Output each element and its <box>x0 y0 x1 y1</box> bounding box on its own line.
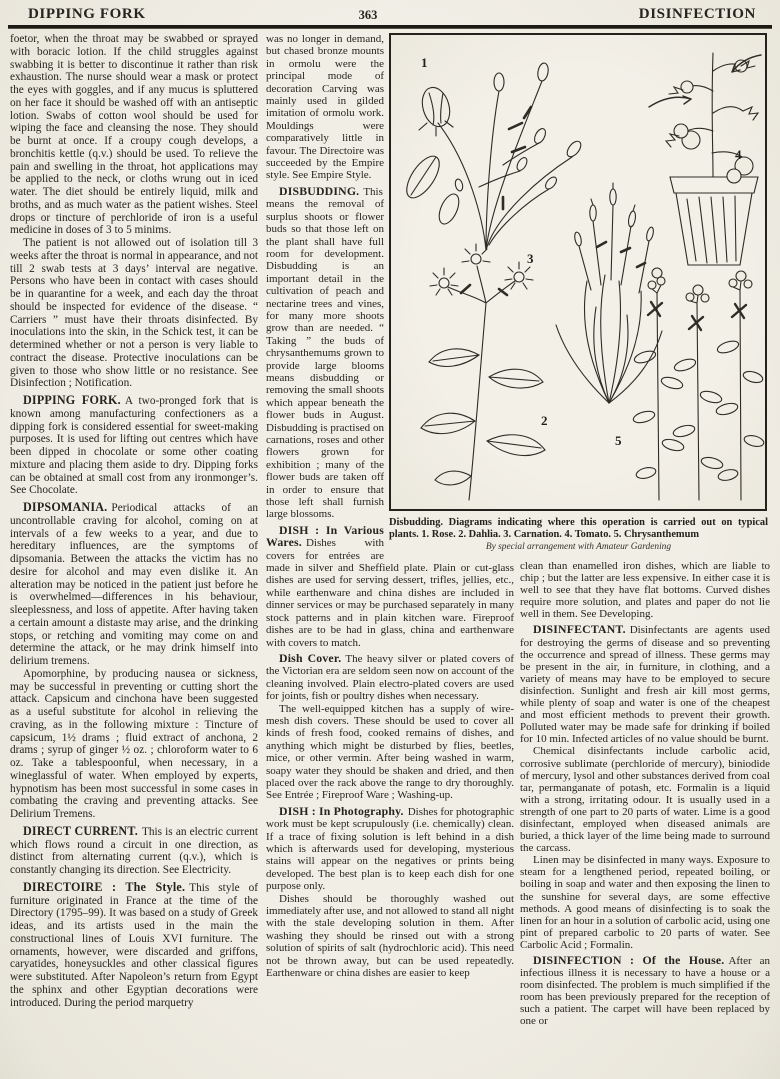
paragraph-text: The patient is not allowed out of isolation till 3 weeks after the throat is normal in appearance, and not till 2 swab tests at 3 days’ interval are negative. Persons who have been in contact with cases should be in quarantine for a week, and each day the throat should be inspected for evidence of the disease. “ Carriers ” must have their throats disinfected. By inoculations into the skin, in the Schick test, it can be determined whether or not a person is very liable to contract the disease. Protective inoculations can be given to those who show little or no resistance. See Disinfection ; Notification. <box>10 237 258 390</box>
paragraph-text: foetor, when the throat may be swabbed or sprayed with boracic lotion. If the child struggles against swabbing it is better to discontinue it rather than risk exhaustion. The nurse should wear a mask or protect the eyes with goggles, and if any mucus is spluttered on her face it should be washed off with an antiseptic lotion. Swabs of cotton wool should be used for wiping the face and cleansing the nose. They should be burnt at once. If a croupy cough develops, a bronchitis kettle (q.v.) should be used. To relieve the pain and swelling in the throat, hot applications may be applied to the neck, or cloths wrung out in iced water. The diet should be entirely liquid, milk and broths, and as much water as the patient wishes. Steel drops or tincture of perchloride of iron is a useful medicine in doses of 3 to 5 minims. <box>10 33 258 237</box>
article-dipping-fork <box>10 394 258 497</box>
article-dipsomania <box>10 501 258 668</box>
article-direct-current <box>10 825 258 877</box>
figure-label-3: 3 <box>527 251 534 266</box>
article-dish-cover <box>266 653 514 703</box>
article-disinfection-house <box>520 955 770 1028</box>
article-directoire <box>10 881 258 1010</box>
figure-label-2: 2 <box>541 413 548 428</box>
figure-caption: Disbudding. Diagrams indicating where this operation is carried out on typical plants. 1. Rose. 2. Dahlia. 3. Carnation. 4. Tomato. 5. Chrysanthemum <box>389 517 768 540</box>
paragraph-text: This means the removal of surplus shoots or flower buds so that those left on the plant shall have full room for development. Disbudding is an important detail in the cultivation of peach and nectarine trees and vines, for many more shoots grow than are needed. “ Taking ” the buds of chrysanthemums grown to provide large blooms means disbudding or removing the small shoots which appear beneath the flower buds in August. Disbudding is practised on carnations, roses and other flowers grown for exhibition ; many of the flower buds are taken off in order to ensure that those left shall furnish large blossoms. <box>266 185 384 521</box>
paragraph-text: Chemical disinfectants include carbolic acid, corrosive sublimate (perchloride of mercury), biniodide of mercury, lysol and other substances derived from coal tar, permanganate of potash, etc. Formalin is a liquid with a strong, irritating odour. It is usually used in a strength of one part to 20 parts of water. Lime is a good disinfectant, employed when diseased animals are buried, a thick layer of the lime being made to surround the carcass. <box>520 745 770 855</box>
paragraph-dish-photography-cont <box>520 560 770 620</box>
header-rule <box>8 25 772 29</box>
dahlia-sketch <box>421 244 545 500</box>
running-head-left: DIPPING FORK <box>28 6 146 22</box>
paragraph-text: This style of furniture originated in France at the time of the Directory (1795–99). It was based on a study of Greek ideas, and its artists used in the main the constructional lines of Louis XVI furniture. The ornaments, however, were discarded and griffons, caryatides, honeysuckles and other classical figures were substituted. After Napoleon’s return from Egypt the sphinx and other Egyptian decorations were introduced. During the period marquetry <box>10 881 259 1009</box>
tomato-sketch <box>649 53 761 265</box>
paragraph-apomorphine <box>10 668 258 821</box>
paragraph-diphtheria-cont <box>10 33 258 237</box>
figure-label-4: 4 <box>735 147 742 162</box>
chrysanthemum-sketch <box>632 268 765 500</box>
paragraph-text: Linen may be disinfected in many ways. Exposure to steam for a lengthened period, repeated boiling, or boiling in soap and water and then exposing the linen to the sunshine for several days, are some effective methods. A good means of disinfecting is to soak the linen for an hour in a solution of carbolic acid, using one pint of prepared carbolic to 20 parts of water. See Carbolic Acid ; Formalin. <box>520 854 770 951</box>
figure-credit: By special arrangement with Amateur Gardening <box>485 542 672 552</box>
carnation-sketch <box>556 183 662 403</box>
page-header <box>0 4 780 24</box>
headword: DIRECTOIRE : The Style. <box>23 879 186 894</box>
paragraph-text: After an infectious illness it is necessary to have a house or a room disinfected. The problem is much simplified if the room has been previously prepared for the reception of such a patient. The carpet will have been replaced by one or <box>520 955 770 1028</box>
headword: DISH : In Photography. <box>279 804 404 818</box>
paragraph-text: Disinfectants are agents used for destroying the germs of disease and so preventing the occurrence and spread of illness. These germs may be present in the air, in furniture, in clothing, and a variety of means may have to be employed to secure disinfection. Sunlight and fresh air kill most germs, while plenty of soap and water is one of the cheapest and most efficient methods to prevent their growth. Polluted water may be made safe for drinking if boiled for 10 min. Infected articles of no value should be burnt. <box>520 624 770 746</box>
paragraph-diphtheria-isolation <box>10 237 258 390</box>
paragraph-linen-disinfection <box>520 854 770 951</box>
figure-illustration <box>391 35 765 509</box>
paragraph-text: This is an electric current which flows round a circuit in one direction, as distinct from alternating current (q.v.), which is constantly changing its direction. See Electricity. <box>10 825 258 876</box>
paragraph-chemical-disinfectants <box>520 745 770 854</box>
headword: DISH : In Various Wares. <box>266 523 384 550</box>
paragraph-text: Dishes should be thoroughly washed out immediately after use, and not allowed to stand all night with the stale developing solution in them. After washing they should be rinsed out with a strong solution of spirits of salt (hydrochloric acid). This need not be thrown away, but can be used repeatedly. Earthenware or china dishes are easier to keep <box>266 892 514 980</box>
headword: DISBUDDING. <box>279 184 360 198</box>
paragraph-dish-washing <box>266 893 514 980</box>
headword: DISINFECTION : Of the House. <box>533 954 725 967</box>
paragraph-text: was no longer in demand, but chased bronze mounts in ormolu were the principal mode of decoration Carving was mainly used in gilded imitation of ormolu work. Mouldings were comparatively little in favour. The Directoire was succeeded by the Empire style. See Empire Style. <box>266 33 384 182</box>
figure-label-5: 5 <box>615 433 622 448</box>
figure-label-1: 1 <box>421 55 428 70</box>
paragraph-wire-mesh-covers <box>266 703 514 802</box>
headword: DIPSOMANIA. <box>23 500 108 514</box>
running-head-right: DISINFECTION <box>638 6 756 22</box>
column-1 <box>10 33 258 1009</box>
article-dish-photography <box>266 806 514 893</box>
paragraph-text: The heavy silver or plated covers of the Victorian era are seldom seen now on account of the cleaning involved. Plain electro-plated covers are used for joints, fish or poultry dishes when necessary. <box>266 652 514 703</box>
paragraph-text: Dishes for photographic work must be kept scrupulously (i.e. chemically) clean. If a trace of fixing solution is left behind in a dish which is afterwards used for developing, mysterious stains will appear on the negatives or prints being developed. The best plan is to keep each dish for one purpose only. <box>266 805 515 893</box>
page-number: 363 <box>358 8 378 22</box>
paragraph-text: clean than enamelled iron dishes, which are liable to chip ; but the latter are less expensive. In either case it is well to see that they have flat bottoms. Curved dishes require more solution, and plates and paper do not lie well in them. See Developing. <box>520 560 770 621</box>
paragraph-text: The well-equipped kitchen has a supply of wire-mesh dish covers. These should be used to cover all kinds of fresh food, cooked remains of dishes, and anything which might be disturbed by flies, beetles, mice, or other vermin. After being washed in warm, soapy water they should be shaken and dried, and then placed over the rack above the range to dry thoroughly. See Entrée ; Fireproof Ware ; Washing-up. <box>266 702 514 802</box>
paragraph-text: A two-pronged fork that is known among manufacturing confectioners as a dipping fork is considered essential for sweet-making purposes. It is used for lifting out centres which have been dipped in chocolate or some other coating mixture and placing them aside to dry. Dipping forks can be obtained at small cost from any ironmonger’s. See Chocolate. <box>10 395 258 497</box>
article-disinfectant <box>520 624 770 745</box>
paragraph-text: Apomorphine, by producing nausea or sickness, may be successful in preventing or cutting short the attack. Capsicum and cinchona have been suggested as a useful substitute for alcohol in relieving the craving, as in the following mixture : Tincture of capsicum, 1½ drams ; fluid extract of anchona, 2 drams ; syrup of ginger ½ oz. ; chloroform water to 6 oz. Take a tablespoonful, when necessary, in a wineglassful of water. When employed by experts, hypnotism has been most successful in some cases in combating the craving and preventing attacks. See Delirium Tremens. <box>10 667 258 820</box>
headword: DIRECT CURRENT. <box>23 823 138 838</box>
paragraph-text: Dishes with covers for entrées are made in silver and Sheffield plate. Plain or cut-glass dishes are used for serving dessert, trifles, jellies, etc., while earthenware and china dishes are included in dinner services or may be purchased separately in many stock patterns and in plain kitchen ware. Fireproof dishes are to be had in glass, china and earthenware with covers to match. <box>266 537 514 649</box>
headword: Dish Cover. <box>279 651 342 665</box>
paragraph-text: Periodical attacks of an uncontrollable craving for alcohol, coming on at intervals of a few weeks to a year, and due to hereditary influences, are the symptoms of dipsomania. Between the attacks the victim has no desire for alcohol and may even dislike it. An alteration may be noticed in the patient just before he is overwhelmed—differences in his behaviour, sleeplessness, and loss of appetite. After having taken a certain amount a distaste may arise, and the drinking stops, or retching and vomiting may come on and determine the attack, or he may drink himself into delirium tremens. <box>10 502 258 667</box>
headword: DISINFECTANT. <box>533 623 626 637</box>
rose-sketch <box>400 62 583 250</box>
disbudding-figure <box>389 33 767 511</box>
headword: DIPPING FORK. <box>23 393 121 407</box>
